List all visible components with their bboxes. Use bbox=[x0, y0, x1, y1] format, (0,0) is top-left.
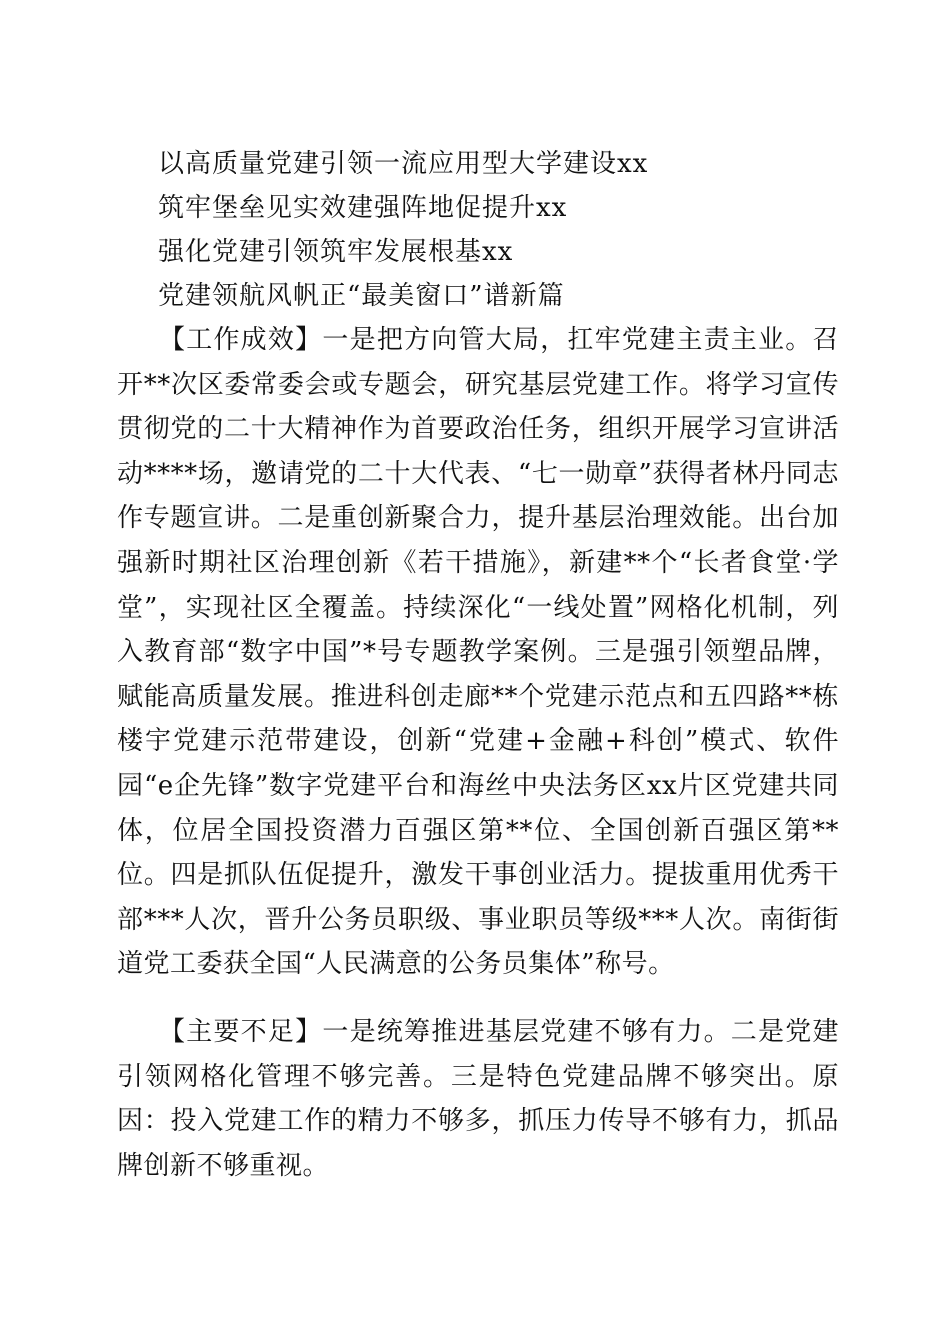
title-list bbox=[158, 142, 858, 318]
title-line-3: 强化党建引领筑牢发展根基xx bbox=[158, 237, 514, 267]
title-line-2: 筑牢堡垒见实效建强阵地促提升xx bbox=[158, 193, 568, 223]
title-line-4: 党建领航风帆正“最美窗口”谱新篇 bbox=[158, 281, 565, 311]
main-shortcomings-paragraph: 【主要不足】一是统筹推进基层党建不够有力。二是党建引领网格化管理不够完善。三是特色党建品牌不够突出。原因：投入党建工作的精力不够多，抓压力传导不够有力，抓品牌创新不够重视。 bbox=[117, 1017, 839, 1181]
title-line-1: 以高质量党建引领一流应用型大学建设xx bbox=[158, 149, 649, 179]
work-achievements-paragraph: 【工作成效】一是把方向管大局，扛牢党建主责主业。召开**次区委常委会或专题会，研究基层党建工作。将学习宣传贯彻党的二十大精神作为首要政治任务，组织开展学习宣讲活动****场，邀请党的二十大代表、“七一勋章”获得者林丹同志作专题宣讲。二是重创新聚合力，提升基层治理效能。出台加强新时期社区治理创新《若干措施》，新建**个“长者食堂·学堂”，实现社区全覆盖。持续深化“一线处置”网格化机制，列入教育部“数字中国”*号专题教学案例。三是强引领塑品牌，赋能高质量发展。推进科创走廊**个党建示范点和五四路**栋楼宇党建示范带建设，创新“党建+金融+科创”模式、软件园“e企先锋”数字党建平台和海丝中央法务区xx片区党建共同体，位居全国投资潜力百强区第**位、全国创新百强区第**位。四是抓队伍促提升，激发干事创业活力。提拔重用优秀干部***人次，晋升公务员职级、事业职员等级***人次。南街街道党工委获全国“人民满意的公务员集体”称号。 bbox=[117, 325, 839, 980]
